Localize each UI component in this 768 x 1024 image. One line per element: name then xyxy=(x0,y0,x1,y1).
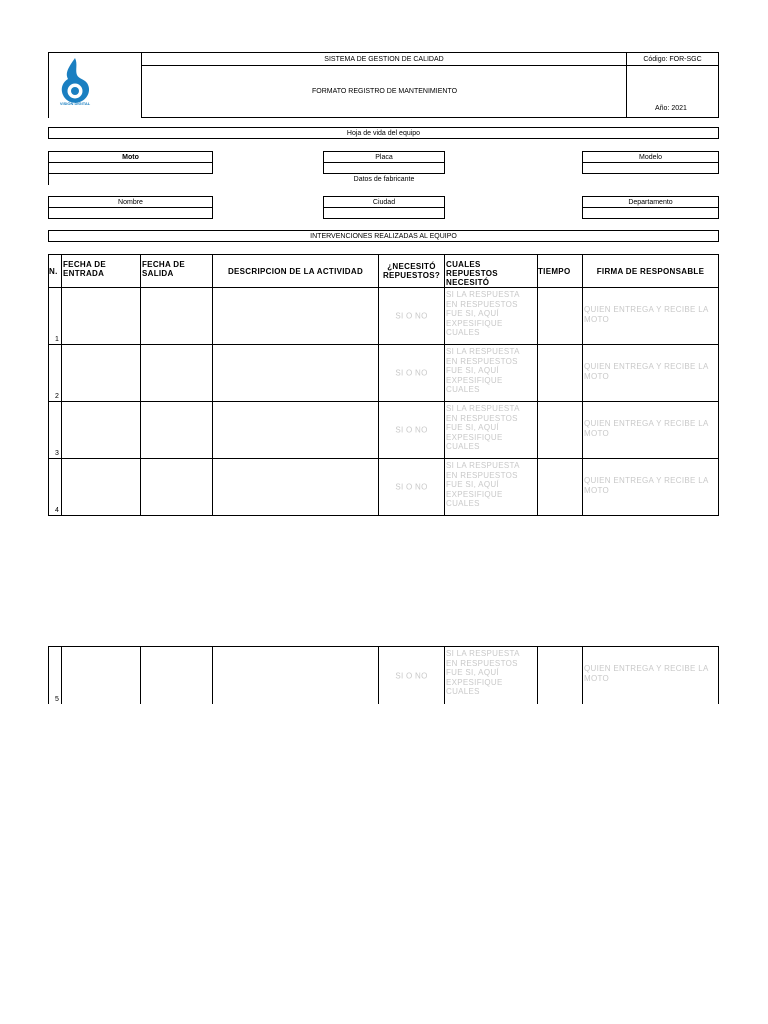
table-row xyxy=(48,402,719,459)
cell-necesito[interactable] xyxy=(379,402,445,458)
firma-placeholder: QUIEN ENTREGA Y RECIBE LA MOTO xyxy=(584,476,709,495)
row-number: 2 xyxy=(55,393,59,400)
firma-placeholder: QUIEN ENTREGA Y RECIBE LA MOTO xyxy=(584,664,709,683)
cell-necesito[interactable] xyxy=(379,288,445,344)
ciudad-label: Ciudad xyxy=(323,196,445,208)
ciudad-field[interactable] xyxy=(323,207,445,219)
cell-fecha-entrada[interactable] xyxy=(62,402,141,458)
row-number: 5 xyxy=(55,696,59,703)
moto-field[interactable] xyxy=(48,162,213,174)
cell-n xyxy=(48,402,62,458)
cell-fecha-salida[interactable] xyxy=(141,459,213,515)
year-text: Año: 2021 xyxy=(655,105,687,112)
cell-cuales[interactable] xyxy=(445,647,538,704)
col-necesito-header: ¿NECESITÓ REPUESTOS? xyxy=(379,255,445,287)
col-fecha-salida-header: FECHA DE SALIDA xyxy=(141,255,213,287)
cell-n xyxy=(48,647,62,704)
cell-tiempo[interactable] xyxy=(538,345,583,401)
cell-firma[interactable] xyxy=(583,288,719,344)
row-number: 4 xyxy=(55,507,59,514)
cuales-placeholder: SI LA RESPUESTA EN RESPUESTOS FUE SI, AQUÍ EXPESIFIQUE CUALES xyxy=(446,404,520,451)
cell-cuales[interactable] xyxy=(445,459,538,515)
departamento-field[interactable] xyxy=(582,207,719,219)
moto-label: Moto xyxy=(48,151,213,163)
cell-fecha-entrada[interactable] xyxy=(62,345,141,401)
cell-firma[interactable] xyxy=(583,459,719,515)
col-cuales-header: CUALES REPUESTOS NECESITÓ xyxy=(445,255,538,287)
cell-tiempo[interactable] xyxy=(538,402,583,458)
cell-necesito[interactable] xyxy=(379,345,445,401)
firma-placeholder: QUIEN ENTREGA Y RECIBE LA MOTO xyxy=(584,305,709,324)
year-label xyxy=(626,65,719,118)
nombre-field[interactable] xyxy=(48,207,213,219)
system-title: SISTEMA DE GESTION DE CALIDAD xyxy=(141,52,627,66)
cell-cuales[interactable] xyxy=(445,402,538,458)
col-firma-header: FIRMA DE RESPONSABLE xyxy=(583,255,719,287)
cell-necesito[interactable] xyxy=(379,459,445,515)
vision-digital-logo xyxy=(55,55,95,117)
cuales-placeholder: SI LA RESPUESTA EN RESPUESTOS FUE SI, AQUÍ EXPESIFIQUE CUALES xyxy=(446,347,520,394)
cell-descripcion[interactable] xyxy=(213,459,379,515)
necesito-placeholder: SI O NO xyxy=(395,311,428,321)
necesito-placeholder: SI O NO xyxy=(395,425,428,435)
table-row xyxy=(48,288,719,345)
table-left-border xyxy=(48,255,49,287)
col-fecha-entrada-header: FECHA DE ENTRADA xyxy=(62,255,141,287)
cuales-placeholder: SI LA RESPUESTA EN RESPUESTOS FUE SI, AQUÍ EXPESIFIQUE CUALES xyxy=(446,290,520,337)
interventions-table-header xyxy=(48,254,719,288)
modelo-label: Modelo xyxy=(582,151,719,163)
logo-text: VISIÓN DIGITAL xyxy=(59,101,91,106)
cell-fecha-entrada[interactable] xyxy=(62,459,141,515)
format-title: FORMATO REGISTRO DE MANTENIMIENTO xyxy=(141,65,627,118)
hoja-vida-title: Hoja de vida del equipo xyxy=(48,127,719,139)
intervenciones-title: INTERVENCIONES REALIZADAS AL EQUIPO xyxy=(48,230,719,242)
cell-fecha-entrada[interactable] xyxy=(62,647,141,704)
firma-placeholder: QUIEN ENTREGA Y RECIBE LA MOTO xyxy=(584,419,709,438)
cell-n xyxy=(48,459,62,515)
cell-firma[interactable] xyxy=(583,402,719,458)
placa-label: Placa xyxy=(323,151,445,163)
cell-descripcion[interactable] xyxy=(213,288,379,344)
cell-fecha-salida[interactable] xyxy=(141,647,213,704)
col-n-header: N. xyxy=(48,255,62,287)
datos-fabricante-label: Datos de fabricante xyxy=(353,175,415,183)
firma-placeholder: QUIEN ENTREGA Y RECIBE LA MOTO xyxy=(584,362,709,381)
cell-fecha-salida[interactable] xyxy=(141,288,213,344)
row-number: 3 xyxy=(55,450,59,457)
cell-n xyxy=(48,288,62,344)
cell-firma[interactable] xyxy=(583,647,719,704)
cell-n xyxy=(48,345,62,401)
modelo-field[interactable] xyxy=(582,162,719,174)
table-row xyxy=(48,459,719,516)
departamento-label: Departamento xyxy=(582,196,719,208)
document-code: Código: FOR-SGC xyxy=(626,52,719,66)
table-row xyxy=(48,345,719,402)
cuales-placeholder: SI LA RESPUESTA EN RESPUESTOS FUE SI, AQUÍ EXPESIFIQUE CUALES xyxy=(446,649,520,696)
cell-descripcion[interactable] xyxy=(213,345,379,401)
nombre-label: Nombre xyxy=(48,196,213,208)
cuales-placeholder: SI LA RESPUESTA EN RESPUESTOS FUE SI, AQUÍ EXPESIFIQUE CUALES xyxy=(446,461,520,508)
moto-field-tail xyxy=(48,173,49,185)
necesito-placeholder: SI O NO xyxy=(395,368,428,378)
necesito-placeholder: SI O NO xyxy=(395,482,428,492)
cell-necesito[interactable] xyxy=(379,647,445,704)
cell-tiempo[interactable] xyxy=(538,459,583,515)
cell-fecha-salida[interactable] xyxy=(141,402,213,458)
cell-cuales[interactable] xyxy=(445,288,538,344)
cell-firma[interactable] xyxy=(583,345,719,401)
cell-descripcion[interactable] xyxy=(213,402,379,458)
col-descripcion-header: DESCRIPCION DE LA ACTIVIDAD xyxy=(213,255,379,287)
col-tiempo-header: TIEMPO xyxy=(538,255,583,287)
cell-fecha-entrada[interactable] xyxy=(62,288,141,344)
row-number: 1 xyxy=(55,336,59,343)
necesito-placeholder: SI O NO xyxy=(395,670,428,680)
cell-descripcion[interactable] xyxy=(213,647,379,704)
table-row xyxy=(48,646,719,704)
cell-tiempo[interactable] xyxy=(538,647,583,704)
cell-tiempo[interactable] xyxy=(538,288,583,344)
cell-fecha-salida[interactable] xyxy=(141,345,213,401)
cell-cuales[interactable] xyxy=(445,345,538,401)
header-logo-box xyxy=(48,52,142,118)
